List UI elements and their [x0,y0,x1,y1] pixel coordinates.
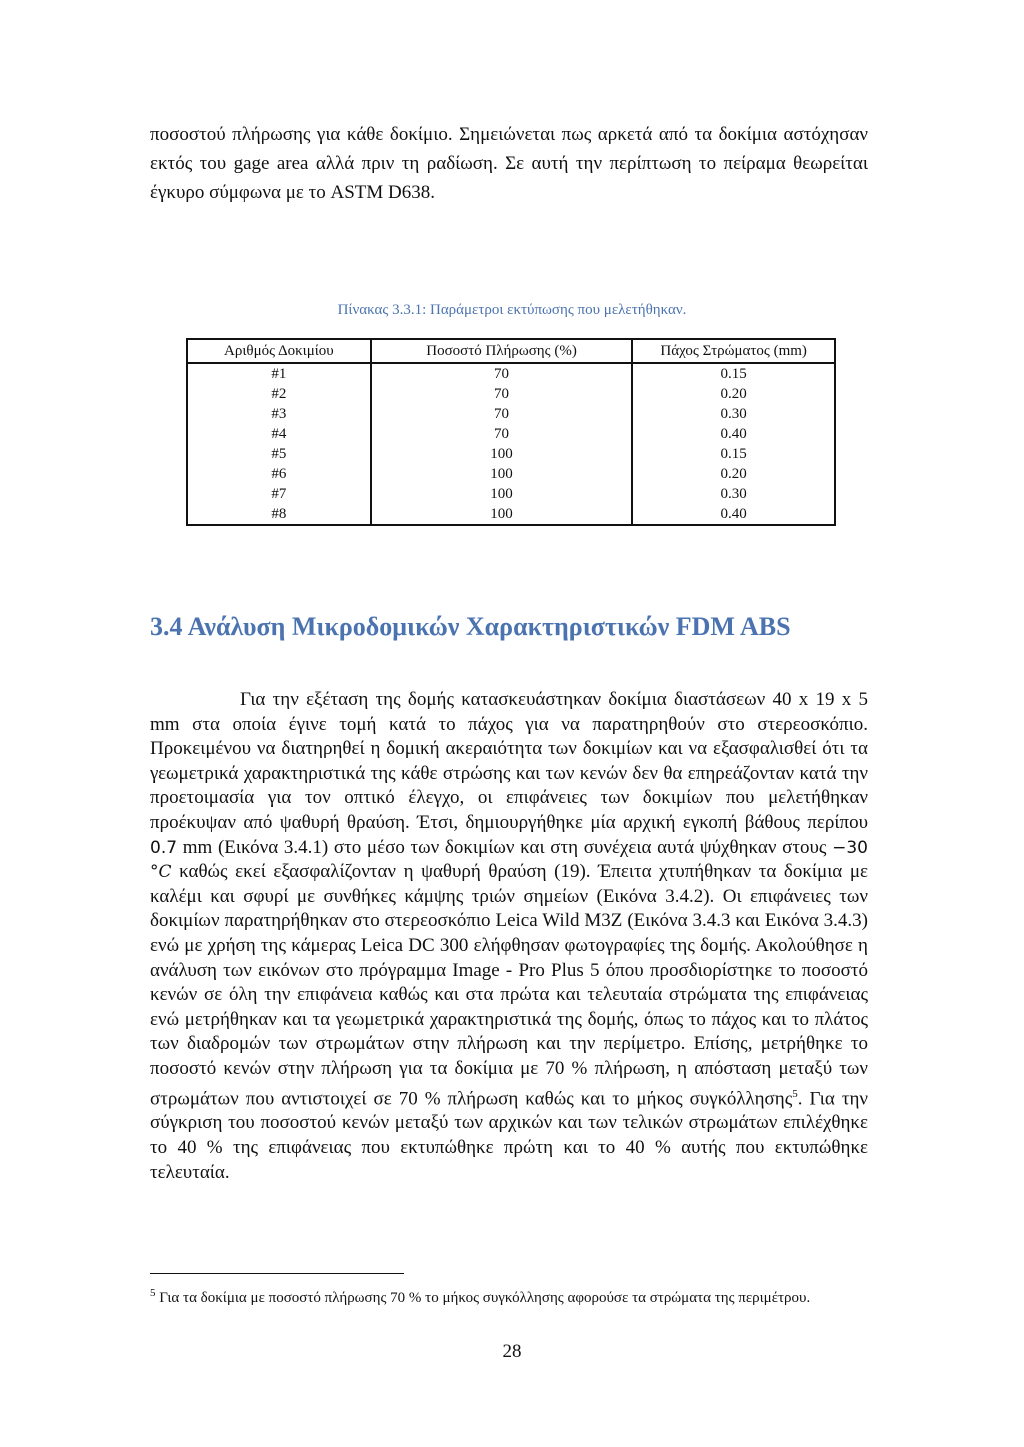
intro-paragraph: ποσοστού πλήρωσης για κάθε δοκίμιο. Σημειώνεται πως αρκετά από τα δοκίμια αστόχησαν εκτός του gage area αλλά πριν τη ραδίωση. Σε αυτή την περίπτωση το πείραμα θεωρείται έγκυρο σύμφωνα με το ASTM D638. [150,124,868,203]
body-text-part: καθώς εκεί εξασφαλίζονταν η ψαθυρή θραύση (19). Έπειτα χτυπήθηκαν τα δοκίμια με καλέμι και σφυρί με συνθήκες κάμψης τριών σημείων (Εικόνα 3.4.2). Οι επιφάνειες των δοκιμίων παρατηρήθηκαν στο στερεοσκόπιο Leica Wild M3Z (Εικόνα 3.4.3 και Εικόνα 3.4.3) ενώ με χρήση της κάμερας Leica DC 300 ελήφθησαν φωτογραφίες της δομής. Ακολούθησε η ανάλυση των εικόνων στο πρόγραμμα Image - Pro Plus 5 όπου προσδιορίστηκε το ποσοστό κενών σε όλη την επιφάνεια καθώς και στα πρώτα και τελευταία στρώματα της επιφάνειας ενώ μετρήθηκαν και τα γεωμετρικά χαρακτηριστικά της δομής, όπως το πάχος και το πλάτος των διαδρομών των στρωμάτων στην πλήρωση και την περίμετρο. Επίσης, μετρήθηκε το ποσοστό κενών στην πλήρωση για τα δοκίμια με 70 % πλήρωση, η απόσταση μεταξύ των στρωμάτων που αντιστοιχεί σε 70 % πλήρωση καθώς και το μήκος συγκόλλησης [150,861,868,1109]
cell-thickness: 0.40 [632,504,835,525]
cell-specimen: #6 [187,464,371,484]
table-row [187,504,835,525]
cell-infill: 100 [371,484,633,504]
cell-thickness: 0.30 [632,484,835,504]
cell-infill: 100 [371,444,633,464]
header-specimen-number: Αριθμός Δοκιμίου [187,339,371,363]
section-body-paragraph [150,688,868,1185]
page-number: 28 [502,1341,522,1362]
math-temperature-unit: °C [150,862,172,883]
cell-specimen: #4 [187,424,371,444]
cell-thickness: 0.20 [632,384,835,404]
cell-infill: 70 [371,363,633,384]
table-row [187,404,835,424]
cell-infill: 70 [371,424,633,444]
cell-infill: 70 [371,404,633,424]
table-row [187,444,835,464]
cell-thickness: 0.15 [632,363,835,384]
cell-specimen: #3 [187,404,371,424]
cell-thickness: 0.15 [632,444,835,464]
section-heading: 3.4 Ανάλυση Μικροδομικών Χαρακτηριστικών FDM ABS [150,612,791,641]
table-caption: Πίνακας 3.3.1: Παράμετροι εκτύπωσης που μελετήθηκαν. [337,302,687,318]
body-text-part: mm (Εικόνα 3.4.1) στο μέσο των δοκιμίων και στη συνέχεια αυτά ψύχθηκαν στους [177,836,833,858]
footnote-reference[interactable]: 5 [792,1087,798,1100]
table-row [187,464,835,484]
footnote-text: Για τα δοκίμια με ποσοστό πλήρωσης 70 % το μήκος συγκόλλησης αφορούσε τα στρώματα της περιμέτρου. [155,1290,811,1306]
cell-specimen: #2 [187,384,371,404]
cell-specimen: #8 [187,504,371,525]
cell-thickness: 0.30 [632,404,835,424]
header-infill-percentage: Ποσοστό Πλήρωσης (%) [371,339,633,363]
cell-infill: 100 [371,464,633,484]
table-header-row [187,339,835,363]
cell-infill: 100 [371,504,633,525]
print-parameters-table [186,338,836,526]
body-text-part: . Για την σύγκριση του ποσοστού κενών μεταξύ των αρχικών και των τελικών στρωμάτων επιλέχθηκε το 40 % της επιφάνειας που εκτυπώθηκε πρώτη και το 40 % αυτής που εκτυπώθηκε τελευταία. [150,1087,868,1183]
footnote-divider [150,1273,404,1274]
table-row [187,384,835,404]
cell-specimen: #5 [187,444,371,464]
math-notch-depth: 0.7 [150,837,178,858]
footnote [150,1282,868,1309]
cell-thickness: 0.20 [632,464,835,484]
cell-thickness: 0.40 [632,424,835,444]
cell-specimen: #1 [187,363,371,384]
table-row [187,484,835,504]
cell-specimen: #7 [187,484,371,504]
table-row [187,363,835,384]
math-temperature-value: −30 [832,837,868,858]
header-layer-thickness: Πάχος Στρώματος (mm) [632,339,835,363]
footnote-marker: 5 [150,1287,156,1299]
cell-infill: 70 [371,384,633,404]
table-row [187,424,835,444]
body-text-part: Για την εξέταση της δομής κατασκευάστηκαν δοκίμια διαστάσεων 40 x 19 x 5 mm στα οποία έγινε τομή κατά το πάχος για να παρατηρηθούν στο στερεοσκόπιο. Προκειμένου να διατηρηθεί η δομική ακεραιότητα των δοκιμίων και να εξασφαλισθεί ότι τα γεωμετρικά χαρακτηριστικά της κάθε στρώσης και των κενών δεν θα επηρεάζονταν κατά την προετοιμασία για τον οπτικό έλεγχο, οι επιφάνειες των δοκιμίων που μελετήθηκαν προέκυψαν από ψαθυρή θραύση. Έτσι, δημιουργήθηκε μία αρχική εγκοπή βάθους περίπου [150,689,868,833]
